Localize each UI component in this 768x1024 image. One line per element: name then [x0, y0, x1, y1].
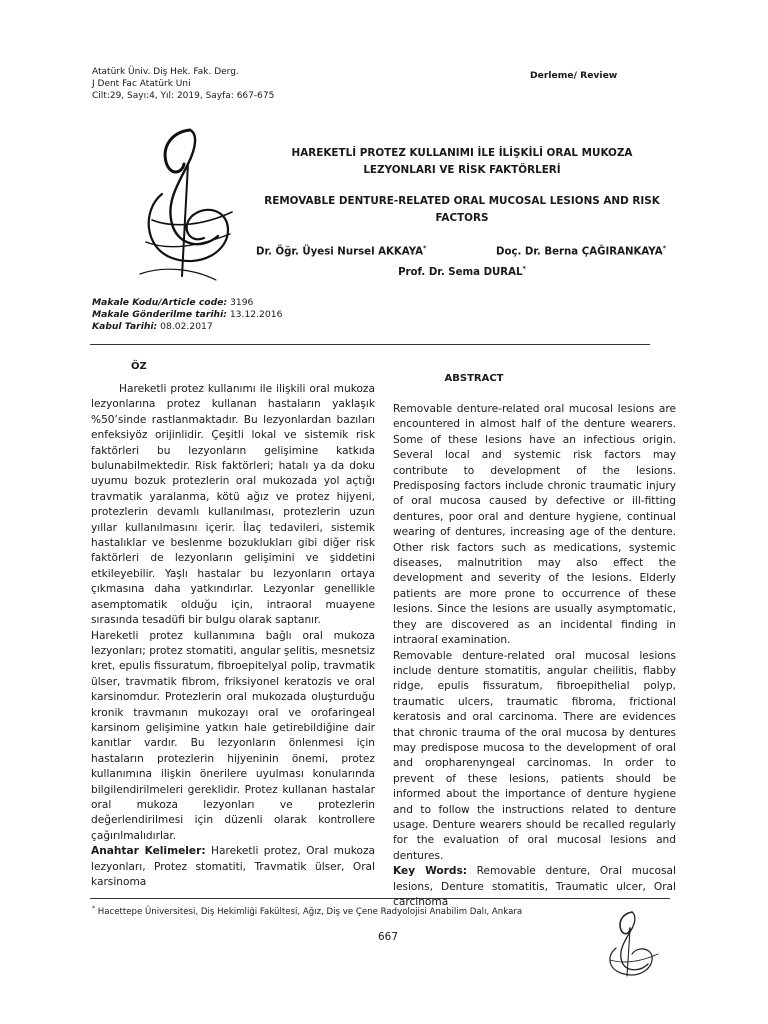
keywords-en-label: Key Words: [393, 865, 468, 878]
keywords-tr-label: Anahtar Kelimeler: [91, 845, 206, 858]
journal-name-en: J Dent Fac Atatürk Uni [92, 79, 191, 89]
keywords-en [393, 864, 676, 910]
title-english: REMOVABLE DENTURE-RELATED ORAL MUCOSAL LESIONS AND RISK FACTORS [264, 195, 660, 224]
abstract-en-paragraph-1: Removable denture-related oral mucosal lesions are encountered in almost half of the denture wearers. Some of these lesions have an infectious origin. Several local and systemic risk factors may contribute to development of the lesions. Predisposing factors include chronic traumatic injury of oral mucosa caused by defective or ill-fitting dentures, poor oral and denture hygiene, continual wearing of dentures, increasing age of the denture. Other risk factors such as medications, systemic diseases, malnutrition may also effect the development and severity of the lesions. Elderly patients are more prone to occurrence of these lesions. Since the lesions are usually asymptomatic, they are discovered as an incidental finding in intraoral examination. [393, 403, 676, 647]
journal-logo-small-icon [600, 908, 662, 978]
author-3: Prof. Dr. Sema DURAL* [398, 264, 526, 278]
submission-date-label: Makale Gönderilme tarihi: [92, 308, 227, 320]
journal-volume: Cilt:29, Sayı:4, Yıl: 2019, Sayfa: 667-675 [92, 91, 275, 101]
abstract-english [393, 402, 676, 910]
header-divider [90, 344, 650, 345]
footnote-mark: * [92, 905, 95, 912]
journal-name-tr: Atatürk Üniv. Diş Hek. Fak. Derg. [92, 67, 239, 77]
submission-date-value: 13.12.2016 [229, 308, 283, 320]
accepted-date-label: Kabul Tarihi: [92, 320, 158, 332]
keywords-tr-text: Hareketli protez, Oral mukoza lezyonları, Protez stomatiti, Travmatik ülser, Oral karsinoma [91, 845, 375, 888]
footnote [92, 905, 522, 917]
accepted-date-value: 08.02.2017 [160, 320, 213, 332]
footnote-text: Hacettepe Üniversitesi, Diş Hekimliği Fakültesi, Ağız, Diş ve Çene Radyolojisi Anabilim Dalı, Ankara [97, 906, 523, 917]
abstract-en-heading: ABSTRACT [444, 373, 504, 384]
author-1: Dr. Öğr. Üyesi Nursel AKKAYA* [256, 244, 427, 258]
abstract-en-paragraph-2: Removable denture-related oral mucosal lesions include denture stomatitis, angular cheilitis, flabby ridge, epulis fissuratum, fibroepithelial polyp, traumatic ulcers, traumatic fibroma, frictional keratosis and oral carcinoma. There are evidences that chronic trauma of the oral mucosa by dentures may predispose mucosa to the development of oral and oropharenyngeal carcinomas. In order to prevent of these lesions, patients should be informed about the importance of denture hygiene and to follow the instructions related to denture usage. Denture wearers should be recalled regularly for the evaluation of oral mucosal lesions and dentures. [393, 649, 676, 862]
footnote-divider [90, 898, 670, 899]
article-code-value: 3196 [230, 297, 254, 308]
article-meta [92, 297, 282, 332]
journal-logo-icon [132, 124, 242, 284]
page-number: 667 [377, 931, 399, 943]
title-turkish: HAREKETLİ PROTEZ KULLANIMI İLE İLİŞKİLİ ORAL MUKOZA LEZYONLARI VE RİSK FAKTÖRLERİ [291, 147, 633, 176]
keywords-tr [91, 844, 375, 890]
authors [252, 240, 672, 281]
author-2: Doç. Dr. Berna ÇAĞIRANKAYA* [496, 244, 666, 258]
abstract-tr-paragraph-1: Hareketli protez kullanımı ile ilişkili oral mukoza lezyonlarına protez kullanan hastaların yaklaşık %50’sinde rastlanmaktadır. Bu lezyonlardan bazıları enfeksiyöz orijinlidir. Çeşitli lokal ve sistemik risk faktörleri bu lezyonların gelişimine katkıda bulunabilmektedir. Risk faktörleri; hatalı ya da doku uyumu bozuk protezlerin oral mukozada yol açtığı travmatik yaralanma, kötü ağız ve protez hijyeni, protezlerin devamlı kullanılması, protezlerin uzun yıllar kullanılmasını içerir. İlaç tedavileri, sistemik hastalıklar ve beslenme bozuklukları gibi diğer risk faktörleri de lezyonların gelişimini ve şiddetini etkileyebilir. Yaşlı hastalar bu lezyonların ortaya çıkmasına daha yatkındırlar. Lezyonlar genellikle asemptomatik olduğu için, intraoral muayene sırasında tesadüfi bir bulgu olarak saptanır. [91, 383, 375, 627]
journal-info [92, 66, 274, 102]
article-code-label: Makale Kodu/Article code: [92, 297, 228, 308]
abstract-turkish [91, 382, 375, 890]
article-type: Derleme/ Review [530, 70, 618, 81]
abstract-tr-heading: ÖZ [131, 361, 147, 372]
keywords-en-text: Removable denture, Oral mucosal lesions, Denture stomatitis, Traumatic ulcer, Oral carcinoma [393, 865, 676, 908]
abstract-tr-paragraph-2: Hareketli protez kullanımına bağlı oral mukoza lezyonları; protez stomatiti, angular şelitis, mesnetsiz kret, epulis fissuratum, fibroepitelyal polip, travmatik ülser, travmatik fibrom, friksiyonel keratozis ve oral karsinomdur. Protezlerin oral mukozada oluşturduğu kronik travmanın mukozayı oral ve orofaringeal karsinom gelişimine yatkın hale getirebildiğine dair kanıtlar vardır. Bu lezyonların önlenmesi için hastaların protezlerin hijyeninin önemi, protez kullanımına ilişkin önerilere uyulması konularında bilgilendirilmeleri gereklidir. Protez kullanan hastalar oral mukoza lezyonları ve protezlerin değerlendirilmesi için düzenli olarak kontrollere çağırılmalıdırlar. [91, 629, 375, 842]
